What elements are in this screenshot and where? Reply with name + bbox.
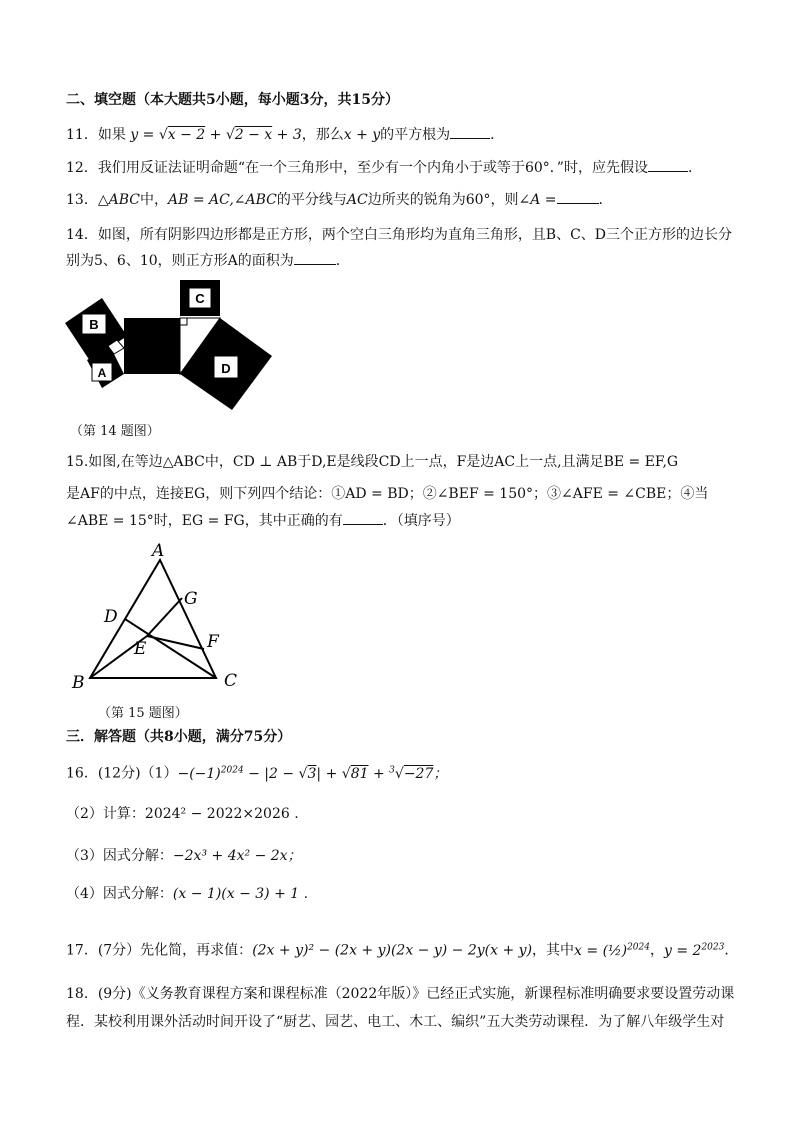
- answer-blank[interactable]: [450, 124, 490, 139]
- svg-text:C: C: [224, 671, 238, 691]
- answer-blank[interactable]: [557, 189, 599, 204]
- question-14-line-2: 别为5、6、10，则正方形A的面积为 ．: [66, 250, 350, 271]
- label-d: D: [221, 361, 231, 376]
- figure-15: [64, 538, 254, 693]
- section-3-heading: 三．解答题（共8小题，满分75分）: [66, 729, 292, 745]
- section-2-heading: 二、填空题（本大题共5小题，每小题3分，共15分）: [66, 92, 399, 108]
- question-11: 11．如果 y = √x − 2 + √2 − x + 3，那么x + y的平方根为 ．: [66, 124, 504, 145]
- question-15-line-1: 15.如图,在等边△ABC中，CD ⊥ AB于D,E是线段CD上一点，F是边AC上一点,且满足BE = EF,G: [66, 454, 679, 470]
- answer-blank[interactable]: [343, 510, 383, 525]
- figure-15-caption: （第 15 题图）: [98, 706, 188, 721]
- question-17: 17．(7分）先化简，再求值：(2x + y)² − (2x + y)(2x − y) − 2y(x + y)，其中x = (½)$^{2024}$，$y = 2^{2023}$．: [66, 942, 739, 959]
- svg-text:B: B: [72, 673, 85, 693]
- figure-14: [62, 278, 282, 413]
- question-15-line-2: 是AF的中点，连接EG，则下列四个结论：①AD = BD；②∠BEF = 150°；③∠AFE = ∠CBE；④当: [66, 486, 709, 502]
- question-16-3: （3）因式分解：−2x³ + 4x² − 2x；: [66, 848, 302, 864]
- question-16-4: （4）因式分解：(x − 1)(x − 3) + 1 .: [66, 886, 309, 902]
- segment-eg: [147, 598, 182, 636]
- question-16-1: 16．(12分)$(1)-(-1)^{2024} - |2 - √3| + √81 + ^3√-27$；: [66, 765, 448, 782]
- q17-expression: (2x + y)² − (2x + y)(2x − y) − 2y(x + y): [252, 942, 533, 959]
- label-c: C: [195, 291, 205, 306]
- q17-y-value: $y = 2^{2023}$: [663, 942, 725, 959]
- question-18-line-1: 18．(9分)《义务教育课程方案和课程标准（2022年版）》已经正式实施，新课程标准明确要求要设置劳动课: [66, 986, 735, 1002]
- central-square: [124, 318, 180, 374]
- q17-x-value: x = (½)$^{2024}$: [574, 942, 650, 959]
- segment-ef: [147, 636, 204, 649]
- question-13: 13．△ABC中，AB = AC,∠ABC的平分线与AC边所夹的锐角为60°，则∠A = ．: [66, 189, 613, 210]
- svg-text:G: G: [184, 589, 198, 609]
- question-14-line-1: 14．如图，所有阴影四边形都是正方形，两个空白三角形均为直角三角形，且B、C、D三个正方形的边长分: [66, 227, 733, 243]
- label-a: A: [97, 366, 107, 380]
- question-15-line-3: ∠ABE = 15°时，EG = FG，其中正确的有 ．（填序号）: [66, 510, 460, 531]
- label-b: B: [89, 317, 99, 332]
- q16-1-expression: $-(-1)^{2024} - |2 - √3| + √81 + ^3√-27$；: [177, 765, 448, 782]
- answer-blank[interactable]: [648, 157, 688, 172]
- question-18-line-2: 程．某校利用课外活动时间开设了“厨艺、园艺、电工、木工、编织”五大类劳动课程．为了解八年级学生对: [66, 1014, 725, 1030]
- answer-blank[interactable]: [294, 250, 336, 265]
- figure-14-caption: （第 14 题图）: [70, 424, 160, 439]
- question-12: 12．我们用反证法证明命题“在一个三角形中，至少有一个内角小于或等于60°．”时，应先假设 ．: [66, 157, 702, 178]
- question-16-2: （2）计算：2024² − 2022×2026 .: [66, 806, 299, 822]
- q11-equation: y = √x − 2 + √2 − x + 3: [130, 127, 302, 143]
- svg-text:A: A: [152, 541, 165, 561]
- svg-text:F: F: [207, 632, 219, 652]
- svg-text:D: D: [104, 607, 118, 627]
- svg-text:E: E: [134, 639, 147, 659]
